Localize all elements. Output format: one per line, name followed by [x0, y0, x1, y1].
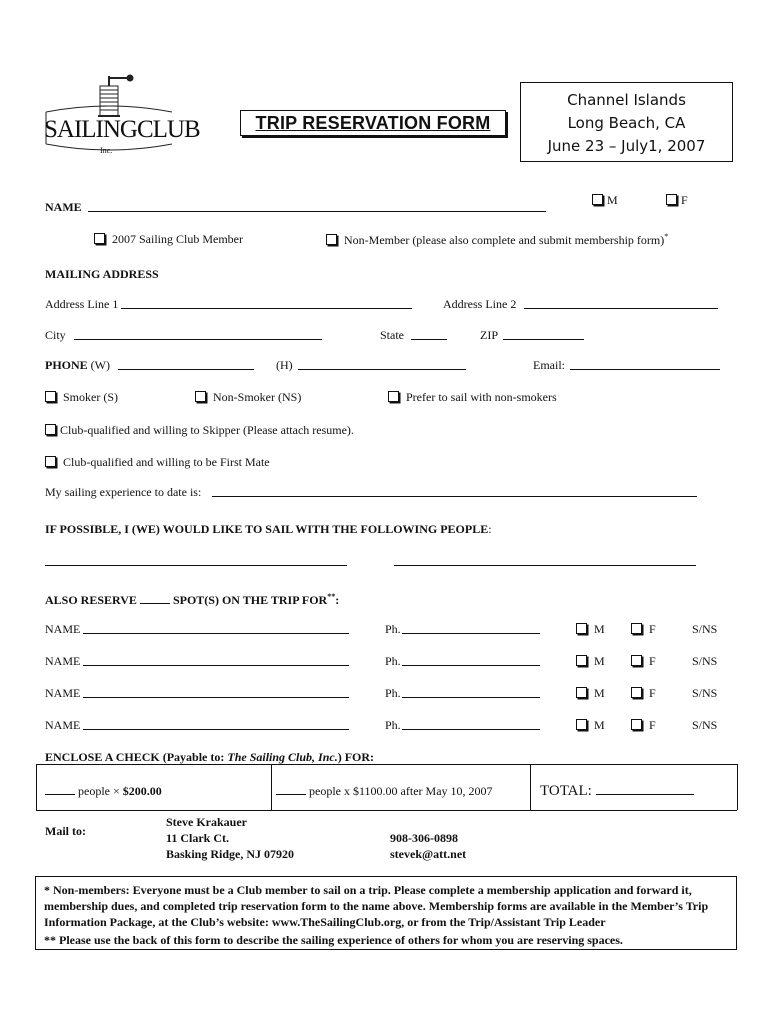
total-field[interactable]	[596, 780, 694, 795]
trip-location: Channel Islands	[567, 91, 686, 109]
checkbox-icon	[631, 655, 642, 666]
guest-f-checkbox[interactable]	[631, 622, 656, 637]
guest-phone-label: Ph.	[385, 686, 401, 700]
logo-text: SAILINGCLUB	[44, 116, 200, 143]
checkbox-icon	[631, 623, 642, 634]
email-field[interactable]	[570, 358, 720, 370]
name-label: NAME	[45, 200, 82, 214]
price-table-top	[36, 764, 737, 765]
phone-work-field[interactable]	[118, 358, 254, 370]
checkbox-icon	[45, 391, 56, 402]
price2-label: people x $1100.00 after May 10, 2007	[309, 784, 493, 798]
phone-w-label: (W)	[90, 358, 110, 372]
mail-to-name: Steve Krakauer	[166, 815, 247, 829]
guest-name-label: NAME	[45, 654, 81, 668]
checkbox-icon	[195, 391, 206, 402]
guest-f-checkbox[interactable]	[631, 718, 656, 733]
trip-info-box	[520, 82, 733, 162]
address-line1-field[interactable]	[121, 297, 412, 309]
guest-sns-label: S/NS	[692, 622, 718, 636]
mail-to-label: Mail to:	[45, 824, 86, 838]
mail-to-street: 11 Clark Ct.	[166, 831, 229, 845]
form-title: TRIP RESERVATION FORM	[240, 110, 506, 136]
also-reserve-label-2: SPOT(S) ON THE TRIP FOR	[172, 593, 328, 607]
people-count-field-1[interactable]	[45, 783, 75, 795]
skipper-checkbox[interactable]	[45, 423, 354, 438]
also-reserve-label: ALSO RESERVE	[45, 593, 137, 607]
checkbox-icon	[45, 424, 56, 435]
guest-m-label: M	[594, 622, 605, 636]
mail-to-city: Basking Ridge, NJ 07920	[166, 847, 295, 861]
checkbox-icon	[45, 456, 56, 467]
non-member-checkbox[interactable]	[326, 232, 668, 248]
skipper-label: Club-qualified and willing to Skipper (Please attach resume).	[60, 423, 354, 437]
footnote-reserve-spaces: ** Please use the back of this form to describe the sailing experience of others for whom you are reserving spaces.	[44, 933, 623, 947]
also-reserve-row: ALSO RESERVE SPOT(S) ON THE TRIP FOR**:	[45, 592, 340, 607]
logo-sub: Inc.	[100, 146, 113, 155]
checkbox-icon	[666, 194, 677, 205]
guest-name-field[interactable]	[83, 654, 349, 666]
smoker-checkbox[interactable]	[45, 390, 118, 405]
first-mate-label: Club-qualified and willing to be First Mate	[63, 455, 270, 469]
trip-dates: June 23 – July1, 2007	[547, 137, 706, 155]
member-label: 2007 Sailing Club Member	[112, 232, 243, 246]
zip-label: ZIP	[480, 328, 498, 342]
enclose-label-a: ENCLOSE A CHECK (Payable to:	[45, 750, 225, 764]
guest-phone-field[interactable]	[402, 718, 540, 730]
checkbox-icon	[576, 719, 587, 730]
prefer-non-smokers-checkbox[interactable]	[388, 390, 557, 405]
total-row	[540, 780, 694, 800]
experience-field[interactable]	[212, 485, 697, 497]
name-field[interactable]	[88, 200, 546, 212]
people-count-field-2[interactable]	[276, 783, 306, 795]
address-line1-label: Address Line 1	[45, 297, 119, 311]
price-table-right	[737, 764, 738, 810]
guest-f-label: F	[649, 686, 656, 700]
sailing-club-logo	[42, 72, 200, 158]
gender-f-label: F	[681, 193, 688, 207]
non-member-footnote-mark: *	[664, 232, 669, 241]
mailing-address-heading: MAILING ADDRESS	[45, 267, 159, 281]
guest-f-checkbox[interactable]	[631, 686, 656, 701]
price-option-1	[45, 783, 162, 799]
sail-with-colon: :	[488, 522, 492, 536]
address-line2-field[interactable]	[524, 297, 718, 309]
gender-f-checkbox[interactable]	[666, 193, 688, 208]
sail-with-label: IF POSSIBLE, I (WE) WOULD LIKE TO SAIL WITH THE FOLLOWING PEOPLE	[45, 522, 489, 536]
total-label: TOTAL:	[540, 783, 592, 799]
footnotes-box	[35, 876, 737, 950]
trip-city: Long Beach, CA	[567, 114, 686, 132]
guest-name-field[interactable]	[83, 718, 349, 730]
mail-to-phone: 908-306-0898	[390, 831, 458, 845]
guest-phone-label: Ph.	[385, 622, 401, 636]
guest-phone-field[interactable]	[402, 654, 540, 666]
guest-phone-label: Ph.	[385, 654, 401, 668]
guest-f-label: F	[649, 718, 656, 732]
sail-with-heading	[45, 522, 492, 537]
guest-f-label: F	[649, 622, 656, 636]
state-field[interactable]	[411, 328, 447, 340]
price-option-2	[276, 783, 493, 799]
phone-label: PHONE	[45, 358, 88, 372]
phone-row	[45, 358, 110, 373]
guest-m-checkbox[interactable]	[576, 718, 605, 733]
price-table-divider-2	[530, 764, 531, 810]
non-member-label: Non-Member (please also complete and submit membership form)	[344, 233, 665, 247]
guest-name-label: NAME	[45, 686, 81, 700]
price-table-left	[36, 764, 37, 810]
non-smoker-label: Non-Smoker (NS)	[213, 390, 302, 404]
price-table-bottom	[36, 810, 737, 811]
sail-with-field-1[interactable]	[45, 565, 347, 566]
guest-m-label: M	[594, 718, 605, 732]
guest-f-label: F	[649, 654, 656, 668]
spots-field[interactable]	[140, 592, 170, 604]
phone-home-field[interactable]	[298, 358, 466, 370]
guest-phone-field[interactable]	[402, 686, 540, 698]
checkbox-icon	[326, 234, 337, 245]
prefer-non-smokers-label: Prefer to sail with non-smokers	[406, 390, 557, 404]
sail-with-field-2[interactable]	[394, 565, 696, 566]
enclose-check-heading	[45, 750, 374, 765]
email-label: Email:	[533, 358, 565, 372]
checkbox-icon	[94, 233, 105, 244]
phone-h-label: (H)	[276, 358, 293, 372]
checkbox-icon	[631, 687, 642, 698]
guest-m-checkbox[interactable]	[576, 622, 605, 637]
payee-name: The Sailing Club, Inc.	[227, 750, 338, 764]
checkbox-icon	[631, 719, 642, 730]
checkbox-icon	[388, 391, 399, 402]
guest-sns-label: S/NS	[692, 654, 718, 668]
zip-field[interactable]	[503, 328, 584, 340]
city-label: City	[45, 328, 66, 342]
price1-amount: $200.00	[122, 784, 162, 798]
guest-f-checkbox[interactable]	[631, 654, 656, 669]
guest-sns-label: S/NS	[692, 718, 718, 732]
mail-to-email: stevek@att.net	[390, 847, 467, 861]
footnote-non-members: * Non-members: Everyone must be a Club member to sail on a trip. Please complete a membership application and forward it, membership dues, and completed trip reservation form to the name above. Membership forms are available in the Member’s Trip Information Package, at the Club’s website: www.TheSailingClub.org, or from the Trip/Assistant Trip Leader	[44, 883, 709, 929]
checkbox-icon	[576, 623, 587, 634]
guest-m-label: M	[594, 686, 605, 700]
gender-m-checkbox[interactable]	[592, 193, 618, 208]
checkbox-icon	[576, 687, 587, 698]
smoker-label: Smoker (S)	[63, 390, 118, 404]
price-table-divider-1	[271, 764, 272, 810]
guest-m-checkbox[interactable]	[576, 654, 605, 669]
enclose-label-c: ) FOR:	[337, 750, 375, 764]
guest-name-label: NAME	[45, 718, 81, 732]
also-reserve-footnote-mark: **	[327, 592, 336, 601]
checkbox-icon	[576, 655, 587, 666]
guest-phone-label: Ph.	[385, 718, 401, 732]
non-smoker-checkbox[interactable]	[195, 390, 301, 405]
guest-m-label: M	[594, 654, 605, 668]
guest-phone-field[interactable]	[402, 622, 540, 634]
checkbox-icon	[592, 194, 603, 205]
state-label: State	[380, 328, 404, 342]
guest-m-checkbox[interactable]	[576, 686, 605, 701]
address-line2-label: Address Line 2	[443, 297, 517, 311]
experience-label: My sailing experience to date is:	[45, 485, 202, 499]
city-field[interactable]	[74, 328, 322, 340]
guest-sns-label: S/NS	[692, 686, 718, 700]
guest-name-label: NAME	[45, 622, 81, 636]
gender-m-label: M	[607, 193, 618, 207]
price1-label: people ×	[78, 784, 120, 798]
first-mate-checkbox[interactable]	[45, 455, 270, 470]
member-checkbox[interactable]	[94, 232, 243, 247]
guest-name-field[interactable]	[83, 686, 349, 698]
guest-name-field[interactable]	[83, 622, 349, 634]
